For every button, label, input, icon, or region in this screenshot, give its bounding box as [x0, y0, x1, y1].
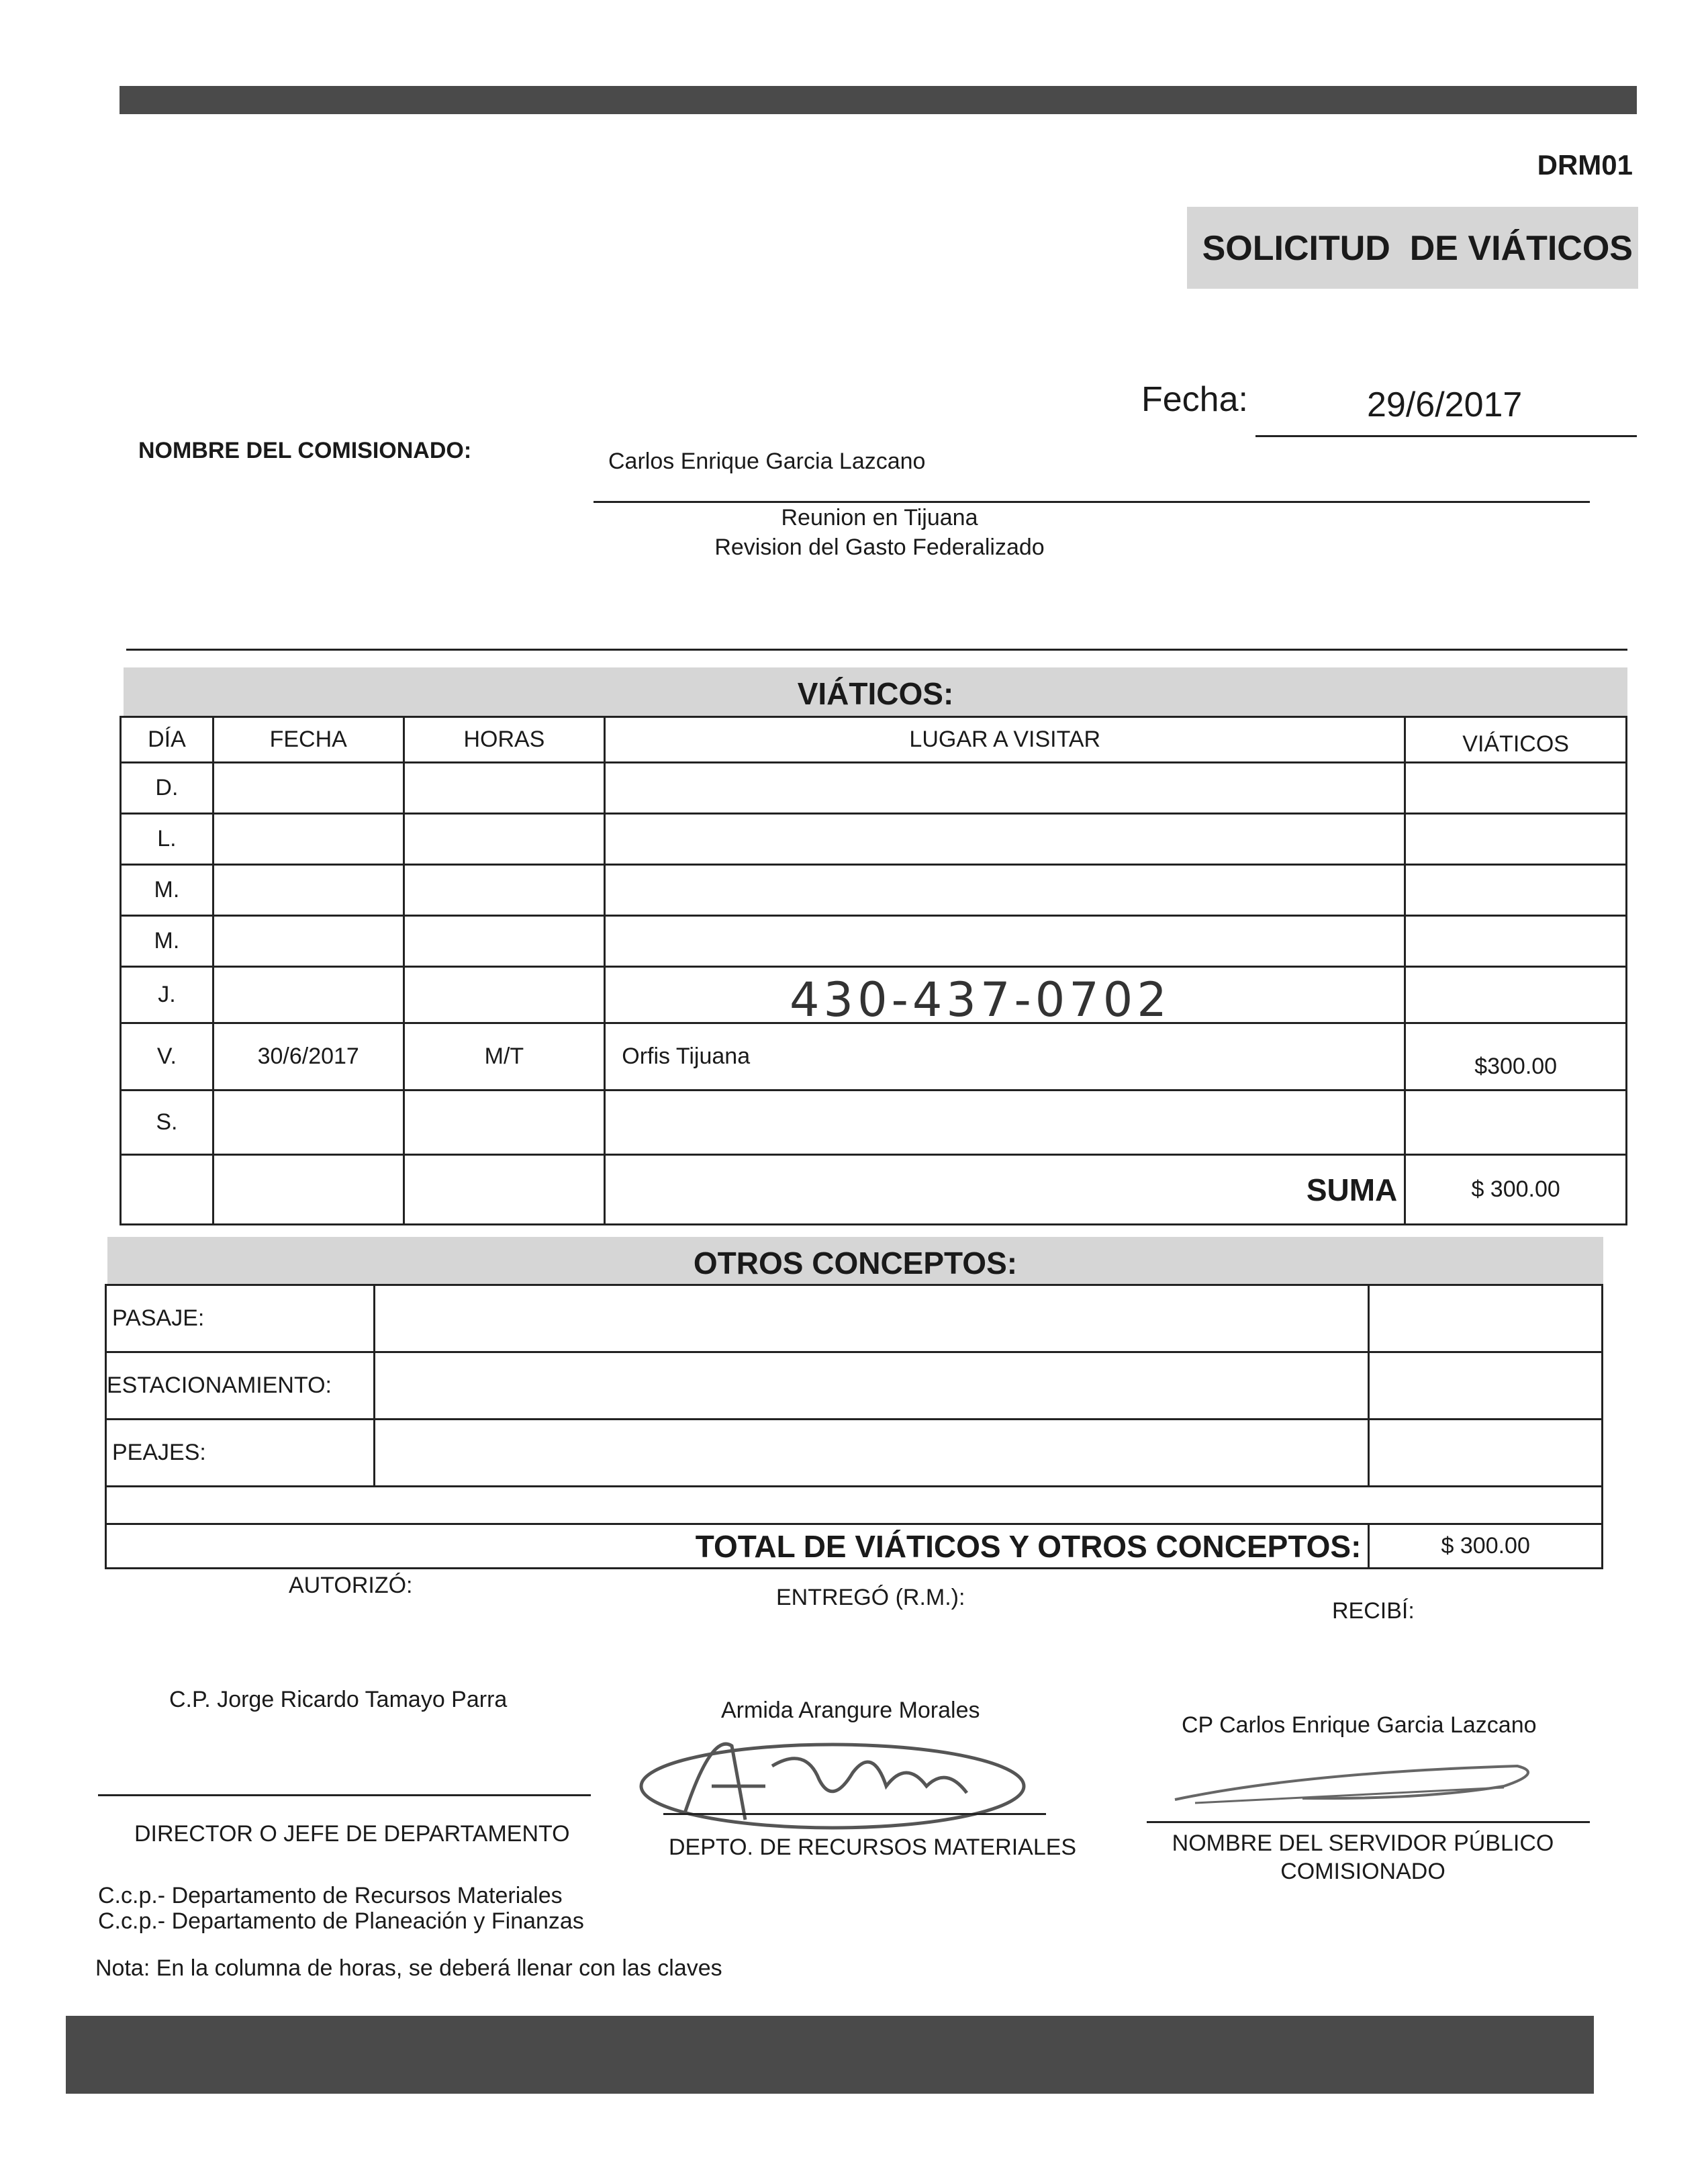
recibi-signature [1168, 1746, 1544, 1813]
row-viaticos [1405, 916, 1627, 967]
otros-value [1369, 1352, 1603, 1420]
row-fecha [213, 763, 404, 814]
row-dia: M. [121, 865, 214, 916]
table-row [121, 1090, 1627, 1155]
form-title-box [1187, 207, 1638, 289]
list-item [106, 1352, 1603, 1420]
bottom-band [66, 2016, 1594, 2094]
row-fecha [213, 1090, 404, 1155]
entrego-name: Armida Arangure Morales [721, 1698, 980, 1723]
list-item [106, 1285, 1603, 1352]
handwritten-phone: 430-437-0702 [790, 972, 1171, 1027]
suma-empty-cell [121, 1155, 214, 1225]
fecha-value: 29/6/2017 [1367, 385, 1523, 424]
suma-row [121, 1155, 1627, 1225]
row-lugar [605, 814, 1405, 865]
suma-value: $ 300.00 [1405, 1155, 1627, 1225]
row-horas: M/T [404, 1023, 605, 1090]
form-title: SOLICITUD DE VIÁTICOS [1202, 229, 1633, 268]
otros-header-band [107, 1237, 1603, 1285]
header-dia: DÍA [121, 717, 214, 763]
header-viaticos: VIÁTICOS [1405, 717, 1627, 763]
row-horas [404, 967, 605, 1023]
row-horas [404, 763, 605, 814]
row-dia: J. [121, 967, 214, 1023]
motivo-line-2: Revision del Gasto Federalizado [714, 535, 1045, 560]
suma-empty-cell [213, 1155, 404, 1225]
row-viaticos [1405, 814, 1627, 865]
row-horas [404, 916, 605, 967]
row-viaticos: $300.00 [1405, 1023, 1627, 1090]
otros-label: PEAJES: [106, 1420, 375, 1487]
entrego-line [663, 1813, 1046, 1815]
header-lugar: LUGAR A VISITAR [605, 717, 1405, 763]
row-viaticos [1405, 865, 1627, 916]
table-row [121, 916, 1627, 967]
otros-label: ESTACIONAMIENTO: [106, 1352, 375, 1420]
row-lugar [605, 865, 1405, 916]
recibi-label: RECIBÍ: [1332, 1598, 1415, 1624]
otros-table [105, 1284, 1603, 1569]
otros-blank-cell [106, 1487, 1603, 1524]
table-row [121, 865, 1627, 916]
total-value: $ 300.00 [1369, 1524, 1603, 1569]
total-label: TOTAL DE VIÁTICOS Y OTROS CONCEPTOS: [106, 1524, 1369, 1569]
row-dia: M. [121, 916, 214, 967]
row-viaticos [1405, 967, 1627, 1023]
row-horas [404, 814, 605, 865]
section-divider [126, 649, 1627, 651]
row-lugar [605, 1090, 1405, 1155]
header-horas: HORAS [404, 717, 605, 763]
ccp-line-2: C.c.p.- Departamento de Planeación y Finanzas [98, 1908, 584, 1934]
otros-detail [374, 1352, 1369, 1420]
otros-blank-row [106, 1487, 1603, 1524]
row-dia: V. [121, 1023, 214, 1090]
nota: Nota: En la columna de horas, se deberá llenar con las claves [95, 1955, 722, 1981]
entrego-signature [631, 1719, 1047, 1840]
row-fecha [213, 916, 404, 967]
nombre-value: Carlos Enrique Garcia Lazcano [608, 449, 926, 474]
list-item [106, 1420, 1603, 1487]
fecha-underline [1255, 435, 1637, 437]
row-dia: L. [121, 814, 214, 865]
viaticos-table [120, 716, 1627, 1225]
top-band [120, 86, 1637, 114]
row-viaticos [1405, 1090, 1627, 1155]
table-row [121, 763, 1627, 814]
nombre-underline [594, 501, 1590, 503]
entrego-role: DEPTO. DE RECURSOS MATERIALES [669, 1835, 1077, 1860]
row-horas [404, 1090, 605, 1155]
otros-value [1369, 1285, 1603, 1352]
otros-detail [374, 1420, 1369, 1487]
row-fecha [213, 865, 404, 916]
entrego-label: ENTREGÓ (R.M.): [776, 1585, 965, 1610]
fecha-label: Fecha: [1141, 380, 1248, 419]
recibi-name: CP Carlos Enrique Garcia Lazcano [1182, 1712, 1537, 1738]
row-fecha: 30/6/2017 [213, 1023, 404, 1090]
nombre-label: NOMBRE DEL COMISIONADO: [138, 438, 472, 463]
suma-empty-cell [404, 1155, 605, 1225]
otros-detail [374, 1285, 1369, 1352]
otros-label: PASAJE: [106, 1285, 375, 1352]
viaticos-header-band [124, 667, 1627, 716]
ccp-line-1: C.c.p.- Departamento de Recursos Materiales [98, 1883, 563, 1908]
row-horas [404, 865, 605, 916]
recibi-role-2: COMISIONADO [1280, 1859, 1445, 1884]
viaticos-header-row [121, 717, 1627, 763]
row-viaticos [1405, 763, 1627, 814]
recibi-line [1147, 1821, 1590, 1823]
otros-value [1369, 1420, 1603, 1487]
row-lugar [605, 763, 1405, 814]
row-lugar [605, 916, 1405, 967]
autorizo-label: AUTORIZÓ: [289, 1573, 413, 1598]
row-lugar: Orfis Tijuana [605, 1023, 1405, 1090]
row-fecha [213, 967, 404, 1023]
autorizo-name: C.P. Jorge Ricardo Tamayo Parra [169, 1687, 508, 1712]
viaticos-title: VIÁTICOS: [797, 676, 954, 711]
table-row [121, 1023, 1627, 1090]
form-code: DRM01 [1537, 149, 1633, 181]
row-dia: D. [121, 763, 214, 814]
table-row [121, 814, 1627, 865]
header-fecha: FECHA [213, 717, 404, 763]
motivo-line-1: Reunion en Tijuana [781, 505, 978, 530]
row-dia: S. [121, 1090, 214, 1155]
suma-label: SUMA [605, 1155, 1405, 1225]
autorizo-line [98, 1794, 591, 1796]
row-fecha [213, 814, 404, 865]
total-row [106, 1524, 1603, 1569]
otros-title: OTROS CONCEPTOS: [693, 1246, 1018, 1281]
recibi-role-1: NOMBRE DEL SERVIDOR PÚBLICO [1172, 1830, 1554, 1856]
autorizo-role: DIRECTOR O JEFE DE DEPARTAMENTO [134, 1821, 570, 1847]
